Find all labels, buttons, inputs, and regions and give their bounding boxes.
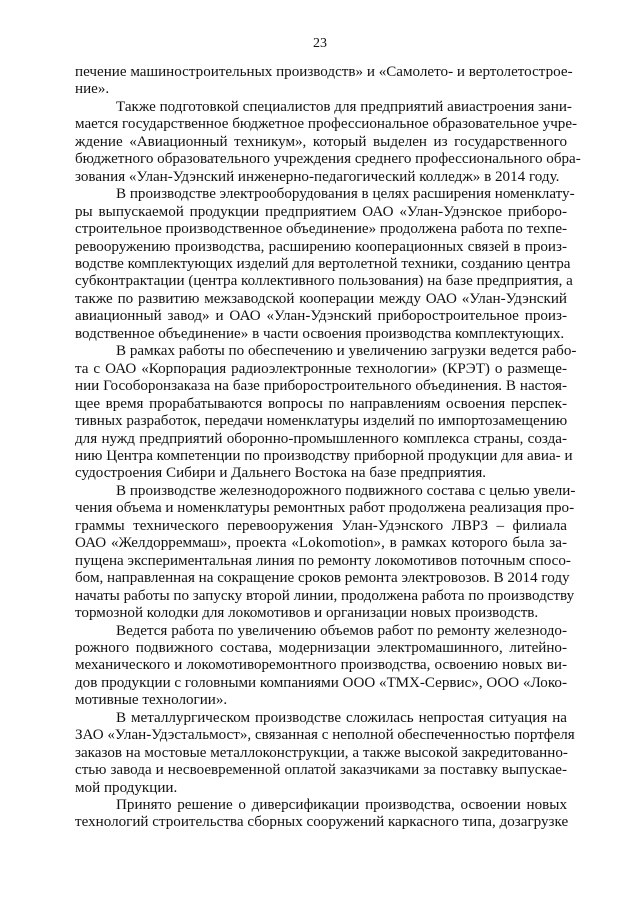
text-line: зования «Улан-Удэнский инженерно-педагогический колледж» в 2014 году. [75, 168, 560, 185]
text-line: мой продукции. [75, 779, 178, 796]
text-line: граммы технического перевооружения Улан-Удэнского ЛВРЗ – филиала [75, 517, 567, 534]
text-line: тивных разработок, передачи номенклатуры изделий по импортозамещению [75, 413, 568, 430]
text-line: строительное производственное объединение» продолжена работа по техпе- [75, 221, 568, 238]
paragraph [75, 623, 567, 710]
text-line: стью завода и несвоевременной оплатой заказчиками за поставку выпускае- [75, 762, 567, 779]
text-line: мотивные технологии». [75, 692, 228, 709]
text-line: нию Центра компетенции по производству приборной продукции для авиа- и [75, 447, 573, 464]
text-line: судостроения Сибири и Дальнего Востока на базе предприятия. [75, 465, 487, 482]
text-line: Принято решение о диверсификации производства, освоении новых [116, 797, 567, 814]
page-number: 23 [313, 36, 327, 51]
text-line: В металлургическом производстве сложилась непростая ситуация на [116, 709, 567, 726]
text-line: Также подготовкой специалистов для предприятий авиастроения зани- [116, 98, 572, 115]
text-line: чения объема и номенклатуры ремонтных работ продолжена реализация про- [75, 500, 575, 517]
text-line: ры выпускаемой продукции предприятием ОАО «Улан-Удэнское приборо- [75, 203, 567, 220]
text-line: ОАО «Желдорреммаш», проекта «Lokomotion», в рамках которого была за- [75, 535, 567, 552]
text-line: печение машиностроительных производств» и «Самолето- и вертолетострое- [75, 64, 573, 80]
text-line: субконтрактации (центра коллективного пользования) на базе предприятия, а [75, 273, 573, 290]
text-line: В производстве электрооборудования в целях расширения номенклату- [116, 186, 575, 203]
document-body [75, 64, 581, 832]
text-line: ревооружению производства, расширению кооперационных связей в произ- [75, 238, 567, 255]
text-line: авиационный завод» и ОАО «Улан-Удэнский приборостроительное произ- [75, 308, 567, 325]
text-line: ждение «Авиационный техникум», который выделен из государственного [75, 133, 567, 150]
paragraph [75, 343, 577, 483]
text-line: дов продукции с головными компаниями ООО «ТМХ-Сервис», ООО «Локо- [75, 674, 567, 691]
text-line: механического и локомотиворемонтного производства, освоению новых ви- [75, 657, 567, 674]
text-line: В рамках работы по обеспечению и увеличению загрузки ведется рабо- [116, 343, 577, 360]
text-line: водственное объединение» в части освоения производства комплектующих. [75, 325, 565, 342]
text-line: водстве комплектующих изделий для вертолетной техники, созданию центра [75, 255, 571, 272]
text-line: начаты работы по запуску второй линии, продолжена работа по производству [75, 587, 575, 604]
text-line: щее время прорабатываются вопросы по направлениям освоения перспек- [75, 395, 567, 412]
text-line: та с ОАО «Корпорация радиоэлектронные технологии» (КРЭТ) о размеще- [75, 360, 567, 377]
text-line: рожного подвижного состава, модернизации электромашинного, литейно- [75, 639, 567, 656]
text-line: ние». [75, 81, 110, 98]
text-line: бом, направленная на сокращение сроков ремонта электровозов. В 2014 году [75, 570, 570, 587]
text-line: пущена экспериментальная линия по ремонту локомотивов поточным спосо- [75, 552, 571, 569]
paragraph [75, 709, 575, 797]
text-line: технологий строительства сборных сооружений каркасного типа, дозагрузке [75, 814, 569, 831]
paragraph [75, 797, 567, 832]
text-line: нии Гособоронзаказа на базе приборостроительного объединения. В настоя- [75, 378, 567, 395]
text-line: ЗАО «Улан-Удэстальмост», связанная с неполной обеспеченностью портфеля [75, 727, 575, 744]
paragraph [75, 98, 581, 186]
paragraph [75, 186, 575, 343]
text-line: тормозной колодки для локомотивов и организации новых производств. [75, 605, 539, 622]
text-line: для нужд предприятий оборонно-промышленного комплекса страны, созда- [75, 430, 567, 447]
text-line: Ведется работа по увеличению объемов работ по ремонту железнодо- [116, 622, 567, 639]
paragraph [75, 482, 576, 623]
paragraph [75, 64, 573, 99]
text-line: В производстве железнодорожного подвижного состава с целью увели- [116, 482, 576, 499]
text-line: бюджетного образовательного учреждения среднего профессионального обра- [75, 151, 581, 168]
text-line: заказов на мостовые металлоконструкции, а также высокой закредитованно- [75, 744, 568, 761]
text-line: также по развитию межзаводской кооперации между ОАО «Улан-Удэнский [75, 290, 567, 307]
text-line: мается государственное бюджетное профессиональное образовательное учре- [75, 116, 578, 133]
